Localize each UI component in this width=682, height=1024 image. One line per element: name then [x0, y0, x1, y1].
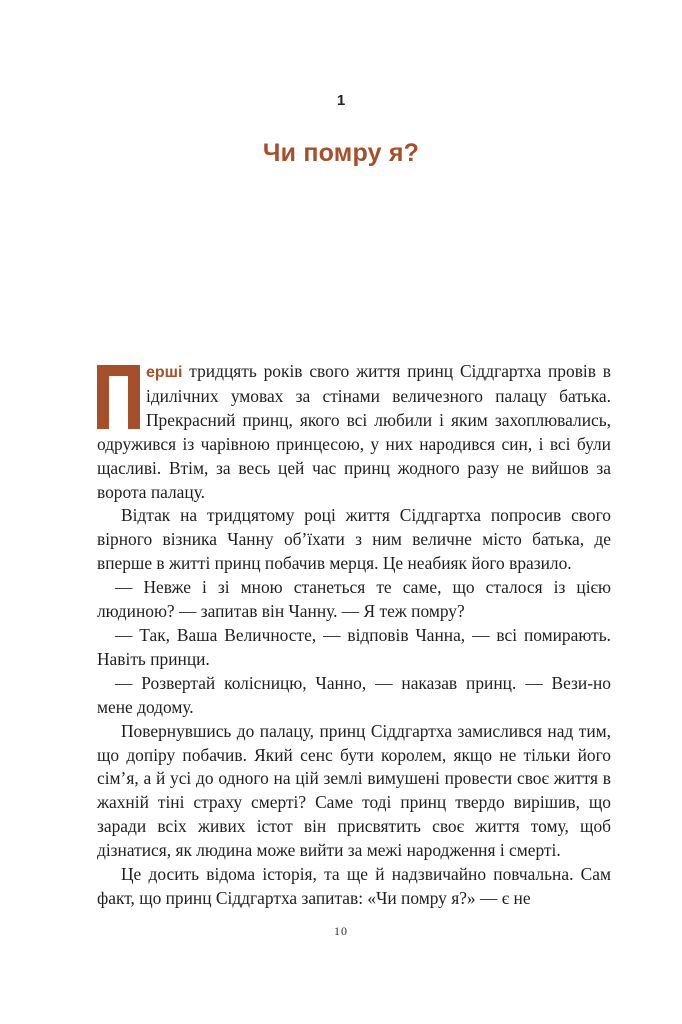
paragraph-1 — [97, 360, 611, 504]
dialog-line-3: — Розвертай колісницю, Чанно, — наказав принц. — Вези-но мене додому. — [97, 672, 611, 717]
drop-cap — [97, 365, 140, 429]
dialog-line-2: — Так, Ваша Величносте, — відповів Чанна, — всі помирають. Навіть принци. — [97, 624, 611, 669]
drop-cap-glyph — [97, 365, 140, 429]
page-number: 10 — [334, 924, 348, 938]
body-text — [97, 360, 611, 911]
chapter-number: 1 — [336, 92, 346, 109]
dialog-line-1: — Невже і зі мною станеться те саме, що сталося із цією людиною? — запитав він Чанну. — Я теж помру? — [97, 577, 611, 622]
paragraph-text: тридцять років свого життя принц Сіддгартха провів в ідилічних умовах за стінами величезного палацу батька. Прекрасний принц, якого всі любили і яким захоплювались, одружився із чарівною принцесою, у них народився син, і всі були щасливі. Втім, за весь цей час принц жодного разу не вийшов за ворота палацу. — [97, 361, 611, 502]
paragraph-4: Це досить відома історія, та ще й надзвичайно повчальна. Сам факт, що принц Сіддгартха запитав: «Чи помру я?» — є не — [97, 864, 611, 908]
paragraph-3: Повернувшись до палацу, принц Сіддгартха замислився над тим, що допіру побачив. Який сенс бути королем, якщо не тільки його сім’я, а й усі до одного на цій землі вимушені провести своє життя в жахній тіні страху смерті? Саме тоді принц твердо вирішив, що заради всіх живих істот він присвятить своє життя тому, щоб дізнатися, як людина може вийти за межі народження і смерті. — [97, 720, 611, 861]
paragraph-2: Відтак на тридцятому році життя Сіддгартха попросив свого вірного візника Чанну об’їхати з ним величне місто батька, де вперше в житті принц побачив мерця. Це неабияк його вразило. — [97, 505, 611, 574]
chapter-title: Чи помру я? — [262, 139, 420, 167]
lead-word: ерші — [146, 364, 183, 381]
